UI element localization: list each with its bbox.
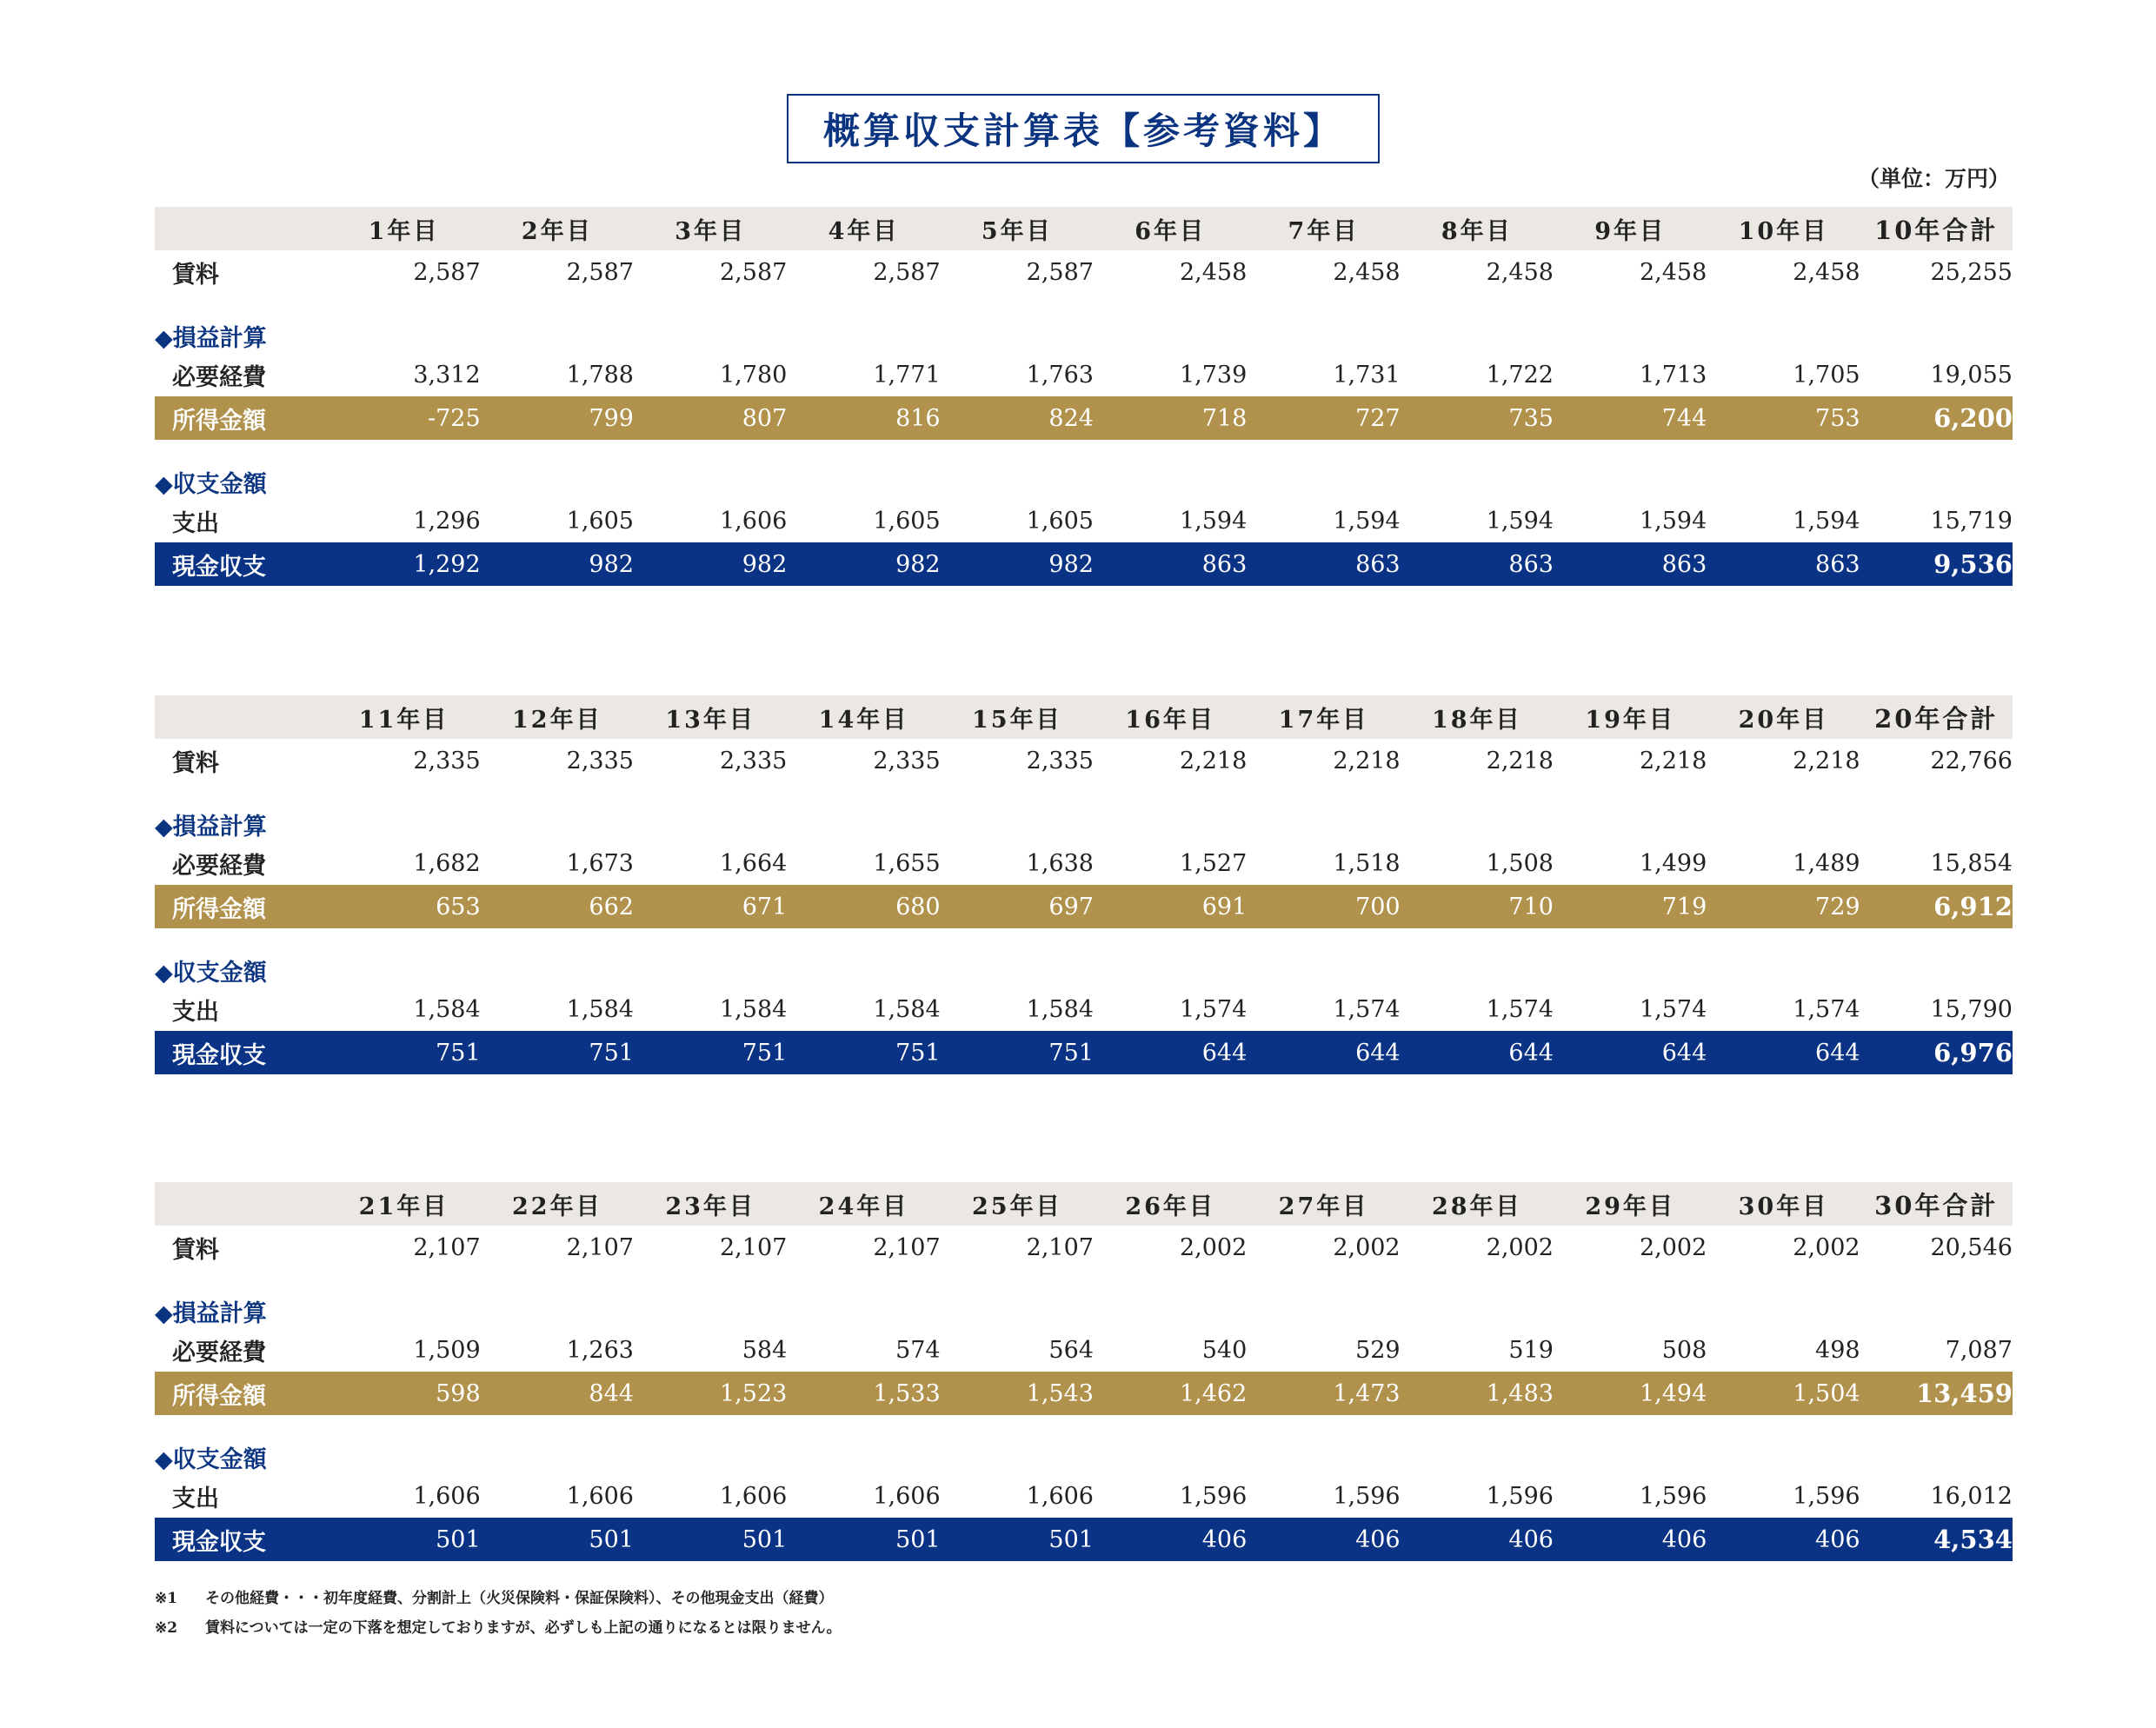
- expenses-cell: 1,739: [1179, 361, 1248, 389]
- table-block-3: [155, 1182, 2013, 1561]
- cash-cell: 863: [1815, 550, 1860, 578]
- expenses-cell: 1,713: [1639, 361, 1707, 389]
- outflow-cell: 1,296: [413, 507, 481, 535]
- header-cell: 5年目: [981, 217, 1053, 245]
- expenses-cell: 519: [1508, 1336, 1554, 1364]
- pl-section-label: ◆損益計算: [155, 814, 267, 841]
- rent-cell: 2,218: [1486, 747, 1554, 774]
- rent-cell: 2,107: [720, 1233, 788, 1261]
- cash-label: 現金収支: [172, 1041, 266, 1069]
- rent-cell: 2,458: [1639, 258, 1707, 286]
- outflow-cell: 1,606: [413, 1482, 481, 1510]
- income-cell: 718: [1201, 404, 1248, 432]
- unit-label: （単位：万円）: [1857, 166, 2010, 191]
- rent-row: [155, 739, 2013, 782]
- income-row: [155, 396, 2013, 440]
- income-cell: 671: [742, 893, 788, 920]
- income-cell: 744: [1661, 404, 1707, 432]
- cash-row: [155, 1518, 2013, 1561]
- header-cell: 17年目: [1278, 706, 1369, 734]
- header-cell: 9年目: [1594, 217, 1666, 245]
- header-cell: 6年目: [1135, 217, 1207, 245]
- outflow-row: [155, 499, 2013, 542]
- rent-cell: 2,335: [873, 747, 941, 774]
- cash-cell: 863: [1661, 550, 1707, 578]
- expenses-row: [155, 841, 2013, 885]
- rent-cell: 2,107: [566, 1233, 634, 1261]
- cash-cell: 751: [742, 1039, 788, 1067]
- rent-label: 賃料: [172, 1236, 219, 1264]
- expenses-cell: 1,499: [1639, 849, 1707, 877]
- income-cell: 1,494: [1639, 1379, 1707, 1407]
- rent-cell: 2,002: [1639, 1233, 1707, 1261]
- cash-cell: 982: [1048, 550, 1094, 578]
- income-cell: 1,504: [1793, 1379, 1860, 1407]
- header-total-cell: 20年合計: [1874, 703, 1999, 734]
- cash-cell: 644: [1201, 1039, 1248, 1067]
- header-cell: 7年目: [1288, 217, 1360, 245]
- outflow-cell: 1,606: [873, 1482, 941, 1510]
- outflow-cell: 1,596: [1179, 1482, 1248, 1510]
- income-row: [155, 885, 2013, 928]
- income-total-cell: 6,912: [1933, 892, 2013, 921]
- table-block-1: [155, 207, 2013, 586]
- cash-cell: 982: [895, 550, 941, 578]
- outflow-cell: 1,574: [1639, 995, 1707, 1023]
- outflow-cell: 1,574: [1486, 995, 1554, 1023]
- expenses-cell: 1,771: [873, 361, 941, 389]
- cash-cell: 501: [895, 1525, 941, 1553]
- income-total-cell: 13,459: [1915, 1379, 2013, 1408]
- header-total-cell: 30年合計: [1874, 1190, 1999, 1220]
- header-cell: 29年目: [1585, 1193, 1675, 1220]
- cash-cell: 751: [1048, 1039, 1094, 1067]
- cash-cell: 1,292: [413, 550, 481, 578]
- outflow-cell: 1,606: [720, 507, 788, 535]
- rent-label: 賃料: [172, 749, 219, 777]
- cash-cell: 751: [589, 1039, 634, 1067]
- expenses-cell: 1,509: [413, 1336, 481, 1364]
- cash-cell: 406: [1815, 1525, 1860, 1553]
- income-cell: 1,533: [873, 1379, 941, 1407]
- rent-cell: 2,335: [413, 747, 481, 774]
- rent-cell: 2,107: [873, 1233, 941, 1261]
- income-cell: 753: [1815, 404, 1860, 432]
- cash-cell: 751: [895, 1039, 941, 1067]
- header-cell: 30年目: [1738, 1193, 1829, 1220]
- header-cell: 3年目: [675, 217, 747, 245]
- rent-cell: 2,218: [1793, 747, 1860, 774]
- rent-label: 賃料: [172, 261, 219, 289]
- rent-cell: 2,002: [1793, 1233, 1860, 1261]
- income-cell: 697: [1048, 893, 1094, 920]
- rent-total-cell: 20,546: [1930, 1233, 2013, 1261]
- rent-cell: 2,587: [873, 258, 941, 286]
- income-cell: 727: [1355, 404, 1401, 432]
- outflow-cell: 1,594: [1486, 507, 1554, 535]
- outflow-row: [155, 1474, 2013, 1518]
- header-cell: 8年目: [1441, 217, 1513, 245]
- outflow-cell: 1,605: [873, 507, 941, 535]
- cash-total-cell: 9,536: [1933, 549, 2013, 579]
- header-cell: 14年目: [818, 706, 909, 734]
- expenses-cell: 1,731: [1333, 361, 1401, 389]
- income-total-cell: 6,200: [1933, 403, 2013, 433]
- cash-cell: 644: [1508, 1039, 1554, 1067]
- outflow-cell: 1,584: [413, 995, 481, 1023]
- cash-label: 現金収支: [172, 553, 266, 581]
- rent-total-cell: 22,766: [1930, 747, 2013, 774]
- expenses-cell: 1,722: [1486, 361, 1554, 389]
- expenses-row: [155, 1328, 2013, 1372]
- rent-cell: 2,587: [720, 258, 788, 286]
- income-cell: 816: [895, 404, 941, 432]
- header-cell: 18年目: [1431, 706, 1522, 734]
- expenses-total-cell: 15,854: [1930, 849, 2013, 877]
- expenses-cell: 1,780: [720, 361, 788, 389]
- cash-cell: 406: [1508, 1525, 1554, 1553]
- header-cell: 15年目: [972, 706, 1062, 734]
- header-cell: 28年目: [1431, 1193, 1522, 1220]
- pl-section-row: [155, 1269, 2013, 1328]
- rent-cell: 2,002: [1333, 1233, 1401, 1261]
- expenses-cell: 498: [1815, 1336, 1860, 1364]
- table-block-2: [155, 695, 2013, 1074]
- cash-cell: 863: [1508, 550, 1554, 578]
- header-cell: 12年目: [512, 706, 602, 734]
- outflow-label: 支出: [172, 1485, 219, 1512]
- cf-section-label: ◆収支金額: [155, 1446, 267, 1473]
- cash-cell: 406: [1355, 1525, 1401, 1553]
- rent-cell: 2,458: [1793, 258, 1860, 286]
- cash-cell: 644: [1661, 1039, 1707, 1067]
- cash-row: [155, 542, 2013, 586]
- expenses-cell: 1,763: [1026, 361, 1094, 389]
- outflow-cell: 1,594: [1179, 507, 1248, 535]
- outflow-cell: 1,594: [1793, 507, 1860, 535]
- expenses-cell: 1,518: [1333, 849, 1401, 877]
- header-row: [155, 1182, 2013, 1226]
- outflow-cell: 1,605: [1026, 507, 1094, 535]
- outflow-row: [155, 987, 2013, 1031]
- header-row: [155, 695, 2013, 739]
- expenses-cell: 1,489: [1793, 849, 1860, 877]
- rent-cell: 2,335: [1026, 747, 1094, 774]
- cash-cell: 644: [1815, 1039, 1860, 1067]
- rent-cell: 2,458: [1333, 258, 1401, 286]
- rent-cell: 2,587: [1026, 258, 1094, 286]
- outflow-label: 支出: [172, 998, 219, 1026]
- expenses-cell: 584: [742, 1336, 788, 1364]
- header-cell: 10年目: [1738, 217, 1829, 245]
- expenses-cell: 529: [1355, 1336, 1401, 1364]
- outflow-cell: 1,584: [873, 995, 941, 1023]
- header-cell: 16年目: [1125, 706, 1215, 734]
- income-cell: 1,473: [1333, 1379, 1401, 1407]
- expenses-cell: 3,312: [413, 361, 481, 389]
- outflow-cell: 1,574: [1179, 995, 1248, 1023]
- page-title: 概算収支計算表【参考資料】: [787, 94, 1380, 163]
- pl-section-label: ◆損益計算: [155, 325, 267, 352]
- expenses-cell: 1,263: [566, 1336, 634, 1364]
- outflow-cell: 1,574: [1793, 995, 1860, 1023]
- rent-total-cell: 25,255: [1930, 258, 2013, 286]
- header-cell: 21年目: [358, 1193, 449, 1220]
- rent-cell: 2,218: [1333, 747, 1401, 774]
- expenses-cell: 1,638: [1026, 849, 1094, 877]
- header-cell: 26年目: [1125, 1193, 1215, 1220]
- outflow-cell: 1,594: [1639, 507, 1707, 535]
- rent-cell: 2,218: [1179, 747, 1248, 774]
- outflow-cell: 1,584: [1026, 995, 1094, 1023]
- pl-section-row: [155, 782, 2013, 841]
- outflow-cell: 1,606: [1026, 1482, 1094, 1510]
- outflow-cell: 1,594: [1333, 507, 1401, 535]
- income-cell: 735: [1508, 404, 1554, 432]
- outflow-cell: 1,596: [1793, 1482, 1860, 1510]
- outflow-total-cell: 16,012: [1930, 1482, 2013, 1510]
- footnote-2: ※2 賃料については一定の下落を想定しておりますが、必ずしも上記の通りになるとは限りません。: [155, 1619, 842, 1637]
- income-cell: 824: [1048, 404, 1094, 432]
- income-cell: 729: [1815, 893, 1860, 920]
- rent-cell: 2,587: [566, 258, 634, 286]
- outflow-cell: 1,584: [720, 995, 788, 1023]
- income-cell: 1,462: [1179, 1379, 1248, 1407]
- income-cell: 662: [589, 893, 634, 920]
- expenses-cell: 1,655: [873, 849, 941, 877]
- rent-cell: 2,107: [413, 1233, 481, 1261]
- income-label: 所得金額: [172, 1382, 266, 1410]
- expenses-cell: 508: [1661, 1336, 1707, 1364]
- header-cell: 13年目: [665, 706, 755, 734]
- outflow-cell: 1,605: [566, 507, 634, 535]
- expenses-cell: 540: [1201, 1336, 1248, 1364]
- header-cell: 22年目: [512, 1193, 602, 1220]
- cash-cell: 863: [1201, 550, 1248, 578]
- income-cell: 799: [589, 404, 634, 432]
- income-label: 所得金額: [172, 895, 266, 923]
- cash-cell: 644: [1355, 1039, 1401, 1067]
- rent-cell: 2,002: [1179, 1233, 1248, 1261]
- expenses-row: [155, 353, 2013, 396]
- expenses-cell: 1,508: [1486, 849, 1554, 877]
- income-cell: 1,523: [720, 1379, 788, 1407]
- income-row: [155, 1372, 2013, 1415]
- outflow-cell: 1,574: [1333, 995, 1401, 1023]
- expenses-cell: 1,788: [566, 361, 634, 389]
- rent-cell: 2,458: [1179, 258, 1248, 286]
- pl-section-label: ◆損益計算: [155, 1300, 267, 1327]
- cash-cell: 501: [436, 1525, 481, 1553]
- expenses-label: 必要経費: [172, 363, 266, 391]
- header-cell: 23年目: [665, 1193, 755, 1220]
- cash-cell: 406: [1661, 1525, 1707, 1553]
- header-cell: 27年目: [1278, 1193, 1369, 1220]
- pl-section-row: [155, 294, 2013, 353]
- header-cell: 1年目: [368, 217, 440, 245]
- cf-section-row: [155, 440, 2013, 499]
- expenses-cell: 564: [1048, 1336, 1094, 1364]
- outflow-cell: 1,596: [1486, 1482, 1554, 1510]
- expenses-cell: 1,673: [566, 849, 634, 877]
- cash-cell: 501: [742, 1525, 788, 1553]
- income-cell: 680: [895, 893, 941, 920]
- income-cell: 807: [742, 404, 788, 432]
- cf-section-label: ◆収支金額: [155, 471, 267, 498]
- income-cell: 1,483: [1486, 1379, 1554, 1407]
- outflow-cell: 1,606: [720, 1482, 788, 1510]
- outflow-cell: 1,596: [1333, 1482, 1401, 1510]
- header-total-cell: 10年合計: [1874, 215, 1999, 245]
- income-cell: 844: [589, 1379, 634, 1407]
- income-cell: 598: [436, 1379, 481, 1407]
- income-cell: 1,543: [1026, 1379, 1094, 1407]
- header-cell: 4年目: [828, 217, 900, 245]
- cash-cell: 501: [589, 1525, 634, 1553]
- income-cell: 691: [1201, 893, 1248, 920]
- cash-cell: 751: [436, 1039, 481, 1067]
- rent-row: [155, 250, 2013, 294]
- outflow-cell: 1,596: [1639, 1482, 1707, 1510]
- header-cell: 11年目: [358, 706, 449, 734]
- income-cell: 719: [1661, 893, 1707, 920]
- header-row: [155, 207, 2013, 250]
- expenses-cell: 1,682: [413, 849, 481, 877]
- cf-section-row: [155, 928, 2013, 987]
- cash-total-cell: 4,534: [1933, 1525, 2013, 1554]
- footnote-1: ※1 その他経費・・・初年度経費、分割計上（火災保険料・保証保険料）、その他現金支出（経費）: [155, 1590, 834, 1607]
- cf-section-row: [155, 1415, 2013, 1474]
- outflow-total-cell: 15,790: [1930, 995, 2013, 1023]
- cash-cell: 406: [1201, 1525, 1248, 1553]
- rent-cell: 2,335: [566, 747, 634, 774]
- rent-cell: 2,002: [1486, 1233, 1554, 1261]
- expenses-cell: 1,705: [1793, 361, 1860, 389]
- income-cell: 700: [1355, 893, 1401, 920]
- cash-cell: 501: [1048, 1525, 1094, 1553]
- outflow-cell: 1,606: [566, 1482, 634, 1510]
- cf-section-label: ◆収支金額: [155, 960, 267, 987]
- income-cell: -725: [427, 404, 481, 432]
- expenses-total-cell: 19,055: [1930, 361, 2013, 389]
- header-cell: 24年目: [818, 1193, 909, 1220]
- expenses-label: 必要経費: [172, 852, 266, 880]
- header-cell: 20年目: [1738, 706, 1829, 734]
- footnotes: [155, 1584, 842, 1643]
- cash-cell: 863: [1355, 550, 1401, 578]
- header-cell: 25年目: [972, 1193, 1062, 1220]
- rent-cell: 2,458: [1486, 258, 1554, 286]
- outflow-total-cell: 15,719: [1930, 507, 2013, 535]
- expenses-cell: 1,664: [720, 849, 788, 877]
- rent-cell: 2,335: [720, 747, 788, 774]
- income-label: 所得金額: [172, 407, 266, 435]
- expenses-cell: 1,527: [1179, 849, 1248, 877]
- income-cell: 710: [1508, 893, 1554, 920]
- cash-row: [155, 1031, 2013, 1074]
- header-cell: 2年目: [521, 217, 593, 245]
- cash-label: 現金収支: [172, 1528, 266, 1556]
- expenses-total-cell: 7,087: [1945, 1336, 2013, 1364]
- rent-cell: 2,218: [1639, 747, 1707, 774]
- expenses-label: 必要経費: [172, 1339, 266, 1366]
- cash-cell: 982: [742, 550, 788, 578]
- outflow-label: 支出: [172, 509, 219, 537]
- cash-total-cell: 6,976: [1933, 1038, 2013, 1067]
- expenses-cell: 574: [895, 1336, 941, 1364]
- header-cell: 19年目: [1585, 706, 1675, 734]
- cash-cell: 982: [589, 550, 634, 578]
- income-cell: 653: [436, 893, 481, 920]
- rent-cell: 2,107: [1026, 1233, 1094, 1261]
- rent-cell: 2,587: [413, 258, 481, 286]
- rent-row: [155, 1226, 2013, 1269]
- outflow-cell: 1,584: [566, 995, 634, 1023]
